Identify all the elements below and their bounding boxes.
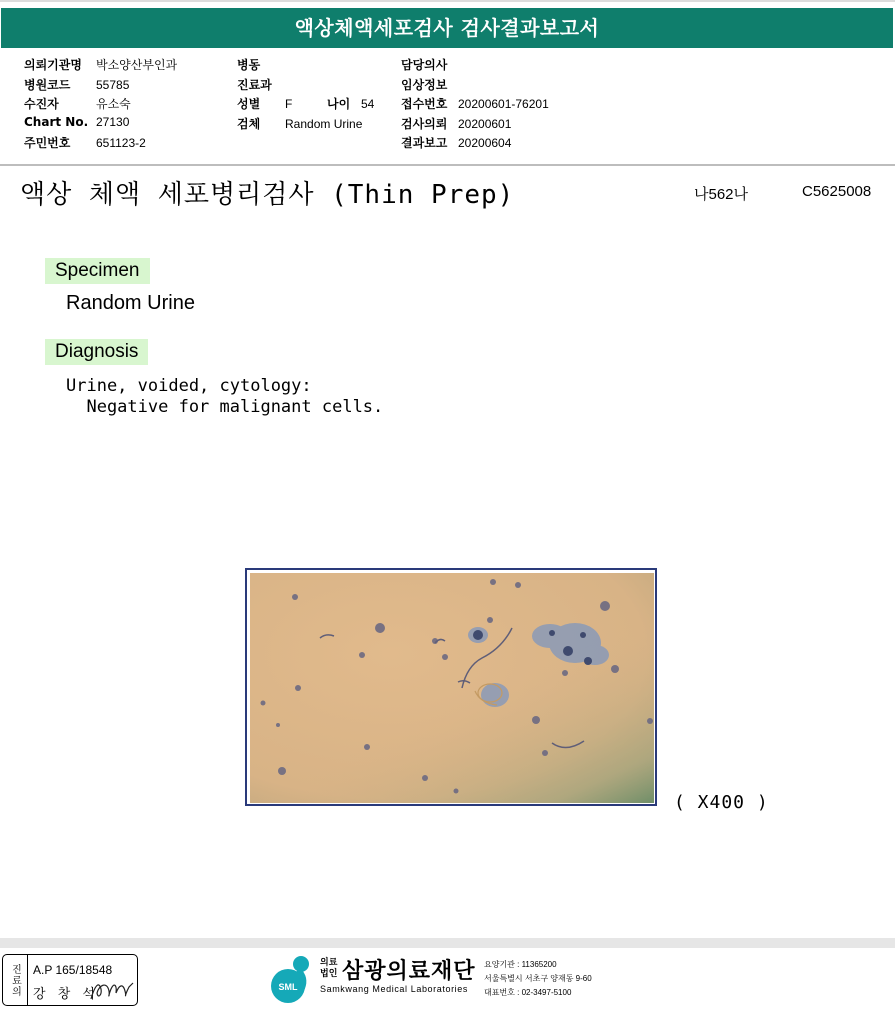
magnification: ( X400 ) bbox=[674, 792, 769, 813]
signature-stamp bbox=[2, 954, 138, 1006]
stamp-side-label-box bbox=[3, 955, 28, 1005]
info-value: 박소양산부인과 bbox=[96, 58, 178, 72]
logo-text: SML bbox=[278, 982, 298, 992]
sml-logo-icon bbox=[270, 952, 318, 1004]
diagnosis-text bbox=[66, 376, 383, 418]
info-column-3 bbox=[401, 56, 549, 154]
info-value: 651123-2 bbox=[96, 136, 146, 150]
info-row bbox=[401, 115, 549, 135]
info-row bbox=[401, 134, 549, 154]
org-name: 삼광의료재단 bbox=[342, 959, 476, 984]
info-label: 검사의뢰 bbox=[401, 116, 448, 131]
info-label: 임상정보 bbox=[401, 77, 448, 92]
stamp-side-label: 진료의 bbox=[9, 963, 21, 997]
info-label: 수진자 bbox=[24, 97, 59, 111]
org-phone: 대표번호 : 02-3497-5100 bbox=[484, 988, 572, 997]
pathologist-name: 강 창 석 bbox=[33, 987, 99, 1002]
footer-divider bbox=[0, 938, 895, 948]
header-divider bbox=[0, 164, 895, 166]
test-title: 액상 체액 세포병리검사 (Thin Prep) bbox=[20, 180, 515, 210]
info-label: Chart No. bbox=[24, 114, 89, 129]
specimen-heading: Specimen bbox=[45, 258, 150, 284]
info-row bbox=[237, 115, 374, 135]
cytology-photo bbox=[250, 573, 654, 803]
diagnosis-heading: Diagnosis bbox=[45, 339, 148, 365]
info-row bbox=[24, 56, 177, 76]
org-contact bbox=[484, 958, 592, 1000]
legal-entity-label: 의료 법인 bbox=[320, 958, 338, 979]
info-value: 유소숙 bbox=[96, 97, 131, 111]
specimen-value: Random Urine bbox=[66, 292, 195, 314]
org-address: 서울특별시 서초구 양재동 9-60 bbox=[484, 974, 592, 983]
report-title: 액상체액세포검사 검사결과보고서 bbox=[1, 8, 893, 48]
info-row bbox=[24, 134, 177, 154]
microscope-image bbox=[245, 568, 657, 806]
info-row bbox=[237, 76, 374, 96]
info-label: 병동 bbox=[237, 58, 261, 72]
info-row bbox=[401, 76, 549, 96]
info-value: 20200601 bbox=[458, 116, 512, 131]
org-registration: 요양기관 : 11365200 bbox=[484, 960, 557, 969]
test-code-a: 나562나 bbox=[694, 186, 749, 203]
info-label: 검체 bbox=[237, 116, 261, 131]
info-value: 55785 bbox=[96, 77, 130, 92]
info-row bbox=[24, 95, 177, 115]
info-row bbox=[24, 115, 177, 135]
patient-info bbox=[24, 56, 884, 156]
info-label: 진료과 bbox=[237, 77, 272, 92]
info-value: 27130 bbox=[96, 114, 130, 129]
info-label: 결과보고 bbox=[401, 136, 448, 150]
info-value: F bbox=[285, 97, 293, 111]
info-label: 성별 bbox=[237, 97, 261, 111]
age-value: 54 bbox=[361, 97, 375, 111]
ap-number: A.P 165/18548 bbox=[33, 963, 113, 977]
test-code-b: C5625008 bbox=[802, 183, 872, 200]
signature-icon bbox=[89, 977, 135, 1003]
diagnosis-line-2: Negative for malignant cells. bbox=[66, 397, 384, 417]
info-column-2 bbox=[237, 56, 374, 134]
diagnosis-line-1: Urine, voided, cytology: bbox=[66, 376, 312, 396]
info-value: Random Urine bbox=[285, 116, 363, 131]
info-row bbox=[401, 56, 549, 76]
info-label: 주민번호 bbox=[24, 136, 71, 150]
info-value: 20200601-76201 bbox=[458, 97, 549, 111]
info-row bbox=[24, 76, 177, 96]
age-label: 나이 bbox=[327, 97, 351, 111]
info-label: 접수번호 bbox=[401, 97, 448, 111]
info-row bbox=[237, 95, 374, 115]
info-label: 의뢰기관명 bbox=[24, 58, 82, 72]
info-label: 병원코드 bbox=[24, 77, 71, 92]
info-row bbox=[237, 56, 374, 76]
org-english-name: Samkwang Medical Laboratories bbox=[320, 984, 468, 994]
info-column-1 bbox=[24, 56, 177, 154]
info-row bbox=[401, 95, 549, 115]
top-border bbox=[0, 0, 895, 2]
info-label: 담당의사 bbox=[401, 58, 448, 72]
info-value: 20200604 bbox=[458, 136, 512, 150]
